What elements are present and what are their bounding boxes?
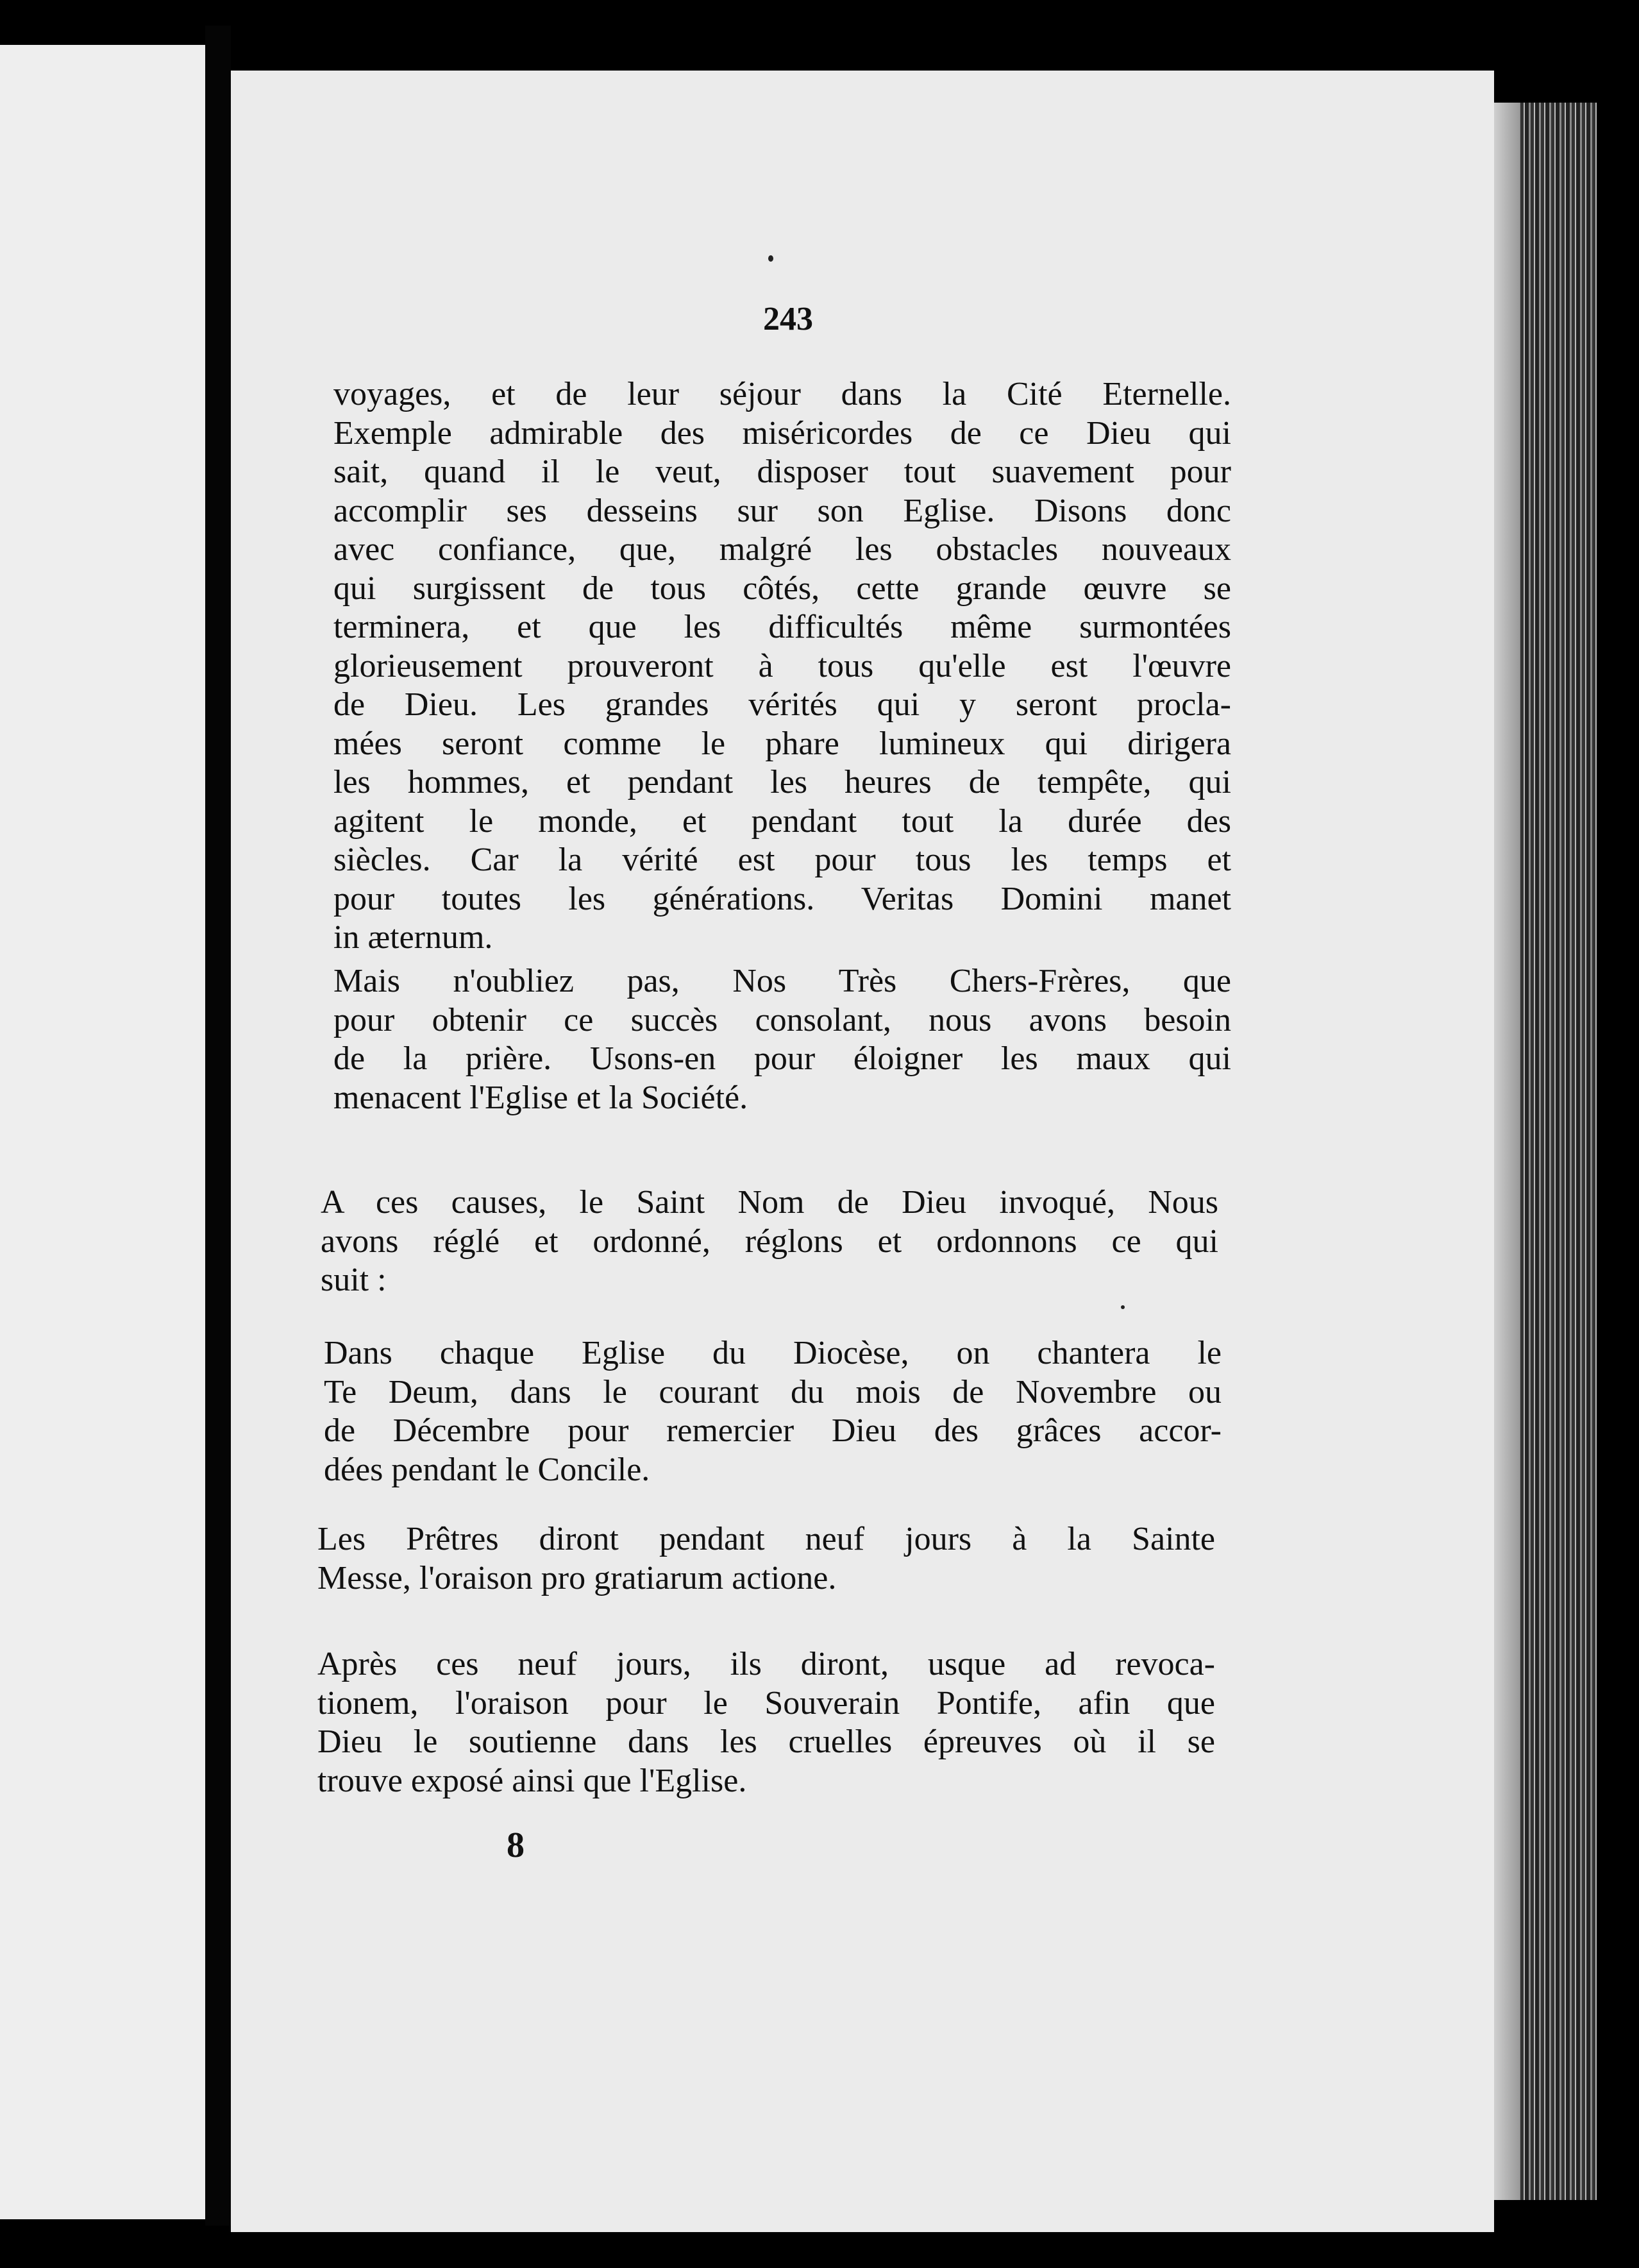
text-line: Mais n'oubliez pas, Nos Très Chers-Frères, que [333, 963, 1231, 999]
paragraph-2 [333, 962, 1231, 1117]
text-line: Les Prêtres diront pendant neuf jours à la Sainte [317, 1521, 1215, 1557]
page-edge-shadow [1494, 103, 1520, 2200]
text-line: suit : [321, 1262, 387, 1298]
text-line: pour obtenir ce succès consolant, nous avons besoin [333, 1001, 1231, 1038]
text-line: pour toutes les générations. Veritas Domini manet [333, 880, 1231, 917]
ink-speck [768, 255, 773, 262]
text-line: voyages, et de leur séjour dans la Cité Eternelle. [333, 376, 1231, 412]
paragraph-1 [333, 375, 1231, 958]
text-line: Te Deum, dans le courant du mois de Novembre ou [324, 1373, 1222, 1410]
text-line: trouve exposé ainsi que l'Eglise. [317, 1762, 747, 1799]
text-line: terminera, et que les difficultés même surmontées [333, 609, 1231, 645]
previous-page-strip [0, 45, 205, 2219]
text-line: siècles. Car la vérité est pour tous les temps et [333, 842, 1231, 878]
paragraph-5 [317, 1520, 1215, 1598]
text-line: avons réglé et ordonné, réglons et ordonnons ce qui [321, 1223, 1218, 1260]
text-line: Exemple admirable des miséricordes de ce Dieu qui [333, 414, 1231, 452]
text-line: Dieu le soutienne dans les cruelles épreuves où il se [317, 1723, 1215, 1760]
text-line: accomplir ses desseins sur son Eglise. Disons donc [333, 492, 1231, 529]
text-line: qui surgissent de tous côtés, cette grande œuvre se [333, 570, 1231, 607]
text-line: agitent le monde, et pendant tout la durée des [333, 802, 1231, 840]
text-line: de Décembre pour remercier Dieu des grâces accor- [324, 1412, 1222, 1449]
text-line: A ces causes, le Saint Nom de Dieu invoqué, Nous [321, 1184, 1218, 1221]
paragraph-4 [324, 1334, 1222, 1489]
text-line: de la prière. Usons-en pour éloigner les maux qui [333, 1040, 1231, 1077]
text-line: Dans chaque Eglise du Diocèse, on chantera le [324, 1335, 1222, 1371]
page-number: 243 [763, 301, 813, 337]
text-line: avec confiance, que, malgré les obstacles nouveaux [333, 531, 1231, 568]
text-line: dées pendant le Concile. [324, 1451, 650, 1488]
text-line: Messe, l'oraison pro gratiarum actione. [317, 1559, 837, 1596]
text-line: in æternum. [333, 919, 493, 956]
text-line: mées seront comme le phare lumineux qui dirigera [333, 725, 1231, 762]
paragraph-6 [317, 1645, 1215, 1800]
book-gutter [205, 26, 231, 2226]
text-line: de Dieu. Les grandes vérités qui y seront procla- [333, 686, 1231, 723]
text-line: les hommes, et pendant les heures de tempête, qui [333, 764, 1231, 800]
signature-mark: 8 [507, 1825, 525, 1865]
text-line: menacent l'Eglise et la Société. [333, 1079, 748, 1116]
text-line: tionem, l'oraison pour le Souverain Pontife, afin que [317, 1684, 1215, 1722]
text-line: Après ces neuf jours, ils diront, usque ad revoca- [317, 1646, 1215, 1682]
paragraph-3 [321, 1183, 1218, 1300]
text-line: sait, quand il le veut, disposer tout suavement pour [333, 453, 1231, 490]
ink-speck [1121, 1305, 1125, 1309]
text-line: glorieusement prouveront à tous qu'elle est l'œuvre [333, 647, 1231, 684]
